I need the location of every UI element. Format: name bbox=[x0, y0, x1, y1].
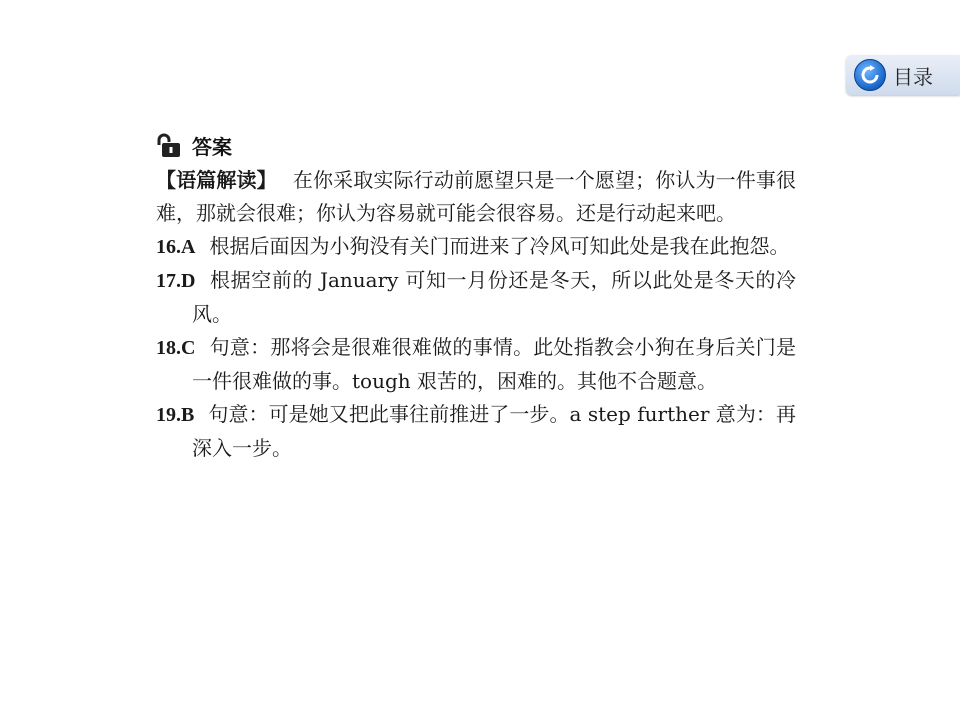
answer-item bbox=[156, 230, 796, 264]
answer-explanation: 根据空前的 January 可知一月份还是冬天，所以此处是冬天的冷风。 bbox=[192, 268, 796, 326]
answer-section-header bbox=[156, 130, 232, 160]
answer-number: 16.A bbox=[156, 236, 196, 258]
section-title: 答案 bbox=[192, 134, 232, 159]
answer-number: 17.D bbox=[156, 270, 196, 292]
answer-content bbox=[156, 164, 796, 465]
passage-summary bbox=[156, 164, 796, 230]
answer-number: 18.C bbox=[156, 337, 196, 359]
refresh-arrow-icon bbox=[854, 59, 886, 91]
toc-label: 目录 bbox=[893, 64, 933, 89]
unlock-icon bbox=[156, 132, 182, 158]
passage-text: 在你采取实际行动前愿望只是一个愿望；你认为一件事很难，那就会很难；你认为容易就可能会很容易。还是行动起来吧。 bbox=[156, 168, 797, 225]
toc-button[interactable] bbox=[846, 55, 960, 95]
answer-item bbox=[156, 331, 796, 398]
answer-explanation: 句意：那将会是很难很难做的事情。此处指教会小狗在身后关门是一件很难做的事。tough 艰苦的，困难的。其他不合题意。 bbox=[192, 335, 796, 393]
passage-label: 【语篇解读】 bbox=[156, 168, 277, 192]
answer-explanation: 根据后面因为小狗没有关门而进来了冷风可知此处是我在此抱怨。 bbox=[209, 234, 790, 258]
answer-item bbox=[156, 264, 796, 331]
answer-number: 19.B bbox=[156, 404, 195, 426]
answer-explanation: 句意：可是她又把此事往前推进了一步。a step further 意为：再深入一步。 bbox=[192, 402, 796, 460]
answer-item bbox=[156, 398, 796, 465]
